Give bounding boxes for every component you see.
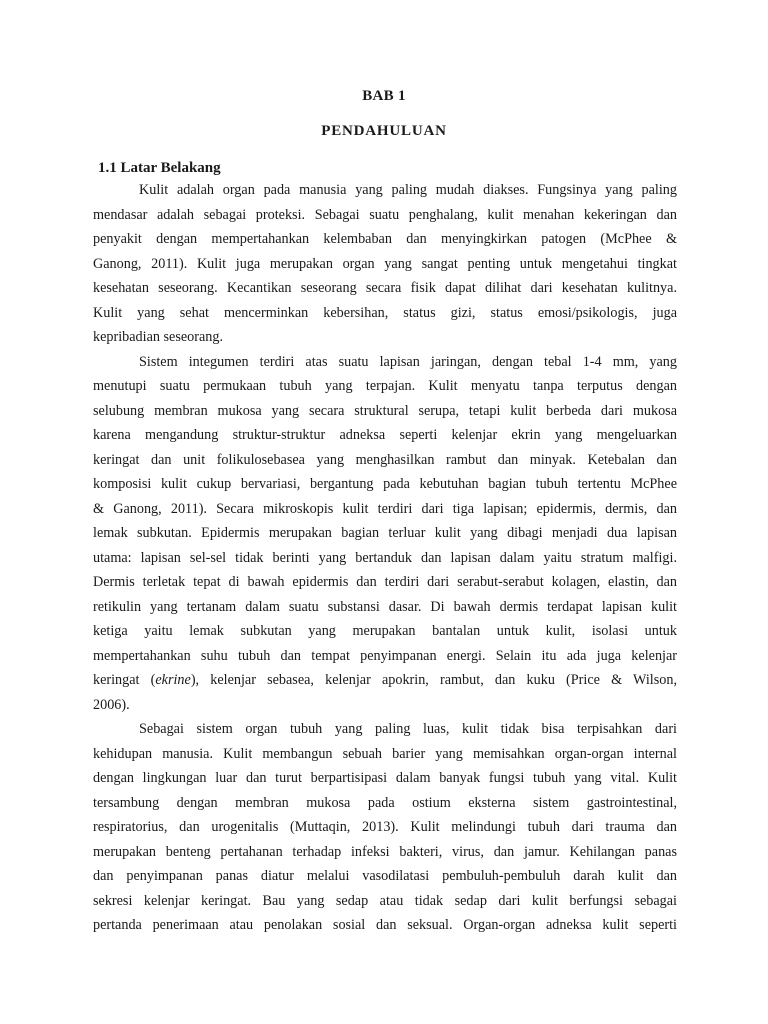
paragraph-3 [93, 717, 677, 938]
text-line: respiratorius, dan urogenitalis (Muttaqin, 2013). Kulit melindungi tubuh dari trauma dan [93, 819, 677, 835]
text-line: & Ganong, 2011). Secara mikroskopis kulit terdiri dari tiga lapisan; epidermis, dermis, dan [93, 500, 677, 517]
text-line: Kulit yang sehat mencerminkan kebersihan, status gizi, status emosi/psikologis, juga [93, 304, 677, 321]
text-line: Dermis terletak tepat di bawah epidermis dan terdiri dari serabut-serabut kolagen, elastin, dan [93, 574, 677, 590]
text-line: kehidupan manusia. Kulit membangun sebuah barier yang memisahkan organ-organ internal [93, 745, 677, 762]
chapter-label: BAB 1 [362, 88, 406, 104]
text-line: pertanda penerimaan atau penolakan sosial dan seksual. Organ-organ adneksa kulit seperti [93, 917, 677, 933]
text-line: Sebagai sistem organ tubuh yang paling luas, kulit tidak bisa terpisahkan dari [139, 721, 677, 737]
text-line: Kulit adalah organ pada manusia yang paling mudah diakses. Fungsinya yang paling [139, 182, 677, 198]
text-line: utama: lapisan sel-sel tidak berinti yang bertanduk dan lapisan dalam yaitu stratum malfigi. [93, 549, 677, 566]
text-line: menutupi suatu permukaan tubuh yang terpajan. Kulit menyatu tanpa terputus dengan [93, 378, 677, 394]
section-heading: 1.1 Latar Belakang [98, 160, 221, 176]
text-line: 2006). [93, 696, 130, 713]
text-line: selubung membran mukosa yang secara struktural serupa, tetapi kulit berbeda dari mukosa [93, 402, 677, 419]
paragraph-2 [93, 350, 677, 718]
text-line-with-italic [93, 668, 677, 693]
text-line: penyakit dengan mempertahankan kelembaban dan menyingkirkan patogen (McPhee & [93, 231, 677, 247]
text-line: dan penyimpanan panas diatur melalui vasodilatasi pembuluh-pembuluh darah kulit dan [93, 868, 677, 884]
body-text [93, 178, 677, 938]
text-line: Sistem integumen terdiri atas suatu lapisan jaringan, dengan tebal 1-4 mm, yang [139, 353, 677, 370]
text-line: dengan lingkungan luar dan turut berpartisipasi dalam banyak fungsi tubuh yang vital. Kulit [93, 770, 677, 786]
text-line: sekresi kelenjar keringat. Bau yang sedap atau tidak sedap dari kulit berfungsi sebagai [93, 892, 677, 909]
text-line: lemak subkutan. Epidermis merupakan bagian terluar kulit yang dibagi menjadi dua lapisan [93, 525, 677, 541]
text-line: merupakan benteng pertahanan terhadap infeksi bakteri, virus, dan jamur. Kehilangan panas [93, 843, 677, 860]
text-line: komposisi kulit cukup bervariasi, bergantung pada kebutuhan bagian tubuh tertentu McPhee [93, 476, 677, 492]
text-line: keringat dan unit folikulosebasea yang menghasilkan rambut dan minyak. Ketebalan dan [93, 451, 677, 468]
text-segment: ), kelenjar sebasea, kelenjar apokrin, rambut, dan kuku (Price & Wilson, [190, 672, 677, 688]
paragraph-1 [93, 178, 677, 350]
text-line: retikulin yang tertanam dalam suatu substansi dasar. Di bawah dermis terdapat lapisan kulit [93, 598, 677, 615]
text-line: mempertahankan suhu tubuh dan tempat penyimpanan energi. Selain itu ada juga kelenjar [93, 647, 677, 664]
italic-term: ekrine [155, 672, 191, 688]
text-line: kepribadian seseorang. [93, 329, 224, 345]
text-segment: keringat ( [93, 672, 156, 688]
text-line: mendasar adalah sebagai proteksi. Sebagai suatu penghalang, kulit menahan kekeringan dan [93, 206, 677, 223]
text-line: kesehatan seseorang. Kecantikan seseorang secara fisik dapat dilihat dari kesehatan kulitnya. [93, 280, 677, 296]
text-line: tersambung dengan membran mukosa pada ostium eksterna sistem gastrointestinal, [93, 794, 677, 811]
chapter-title: PENDAHULUAN [321, 123, 447, 139]
text-line: Ganong, 2011). Kulit juga merupakan organ yang sangat penting untuk mengetahui tingkat [93, 255, 677, 272]
text-line: ketiga yaitu lemak subkutan yang merupakan bantalan untuk kulit, isolasi untuk [93, 623, 677, 639]
text-line: karena mengandung struktur-struktur adneksa seperti kelenjar ekrin yang mengeluarkan [93, 427, 677, 443]
